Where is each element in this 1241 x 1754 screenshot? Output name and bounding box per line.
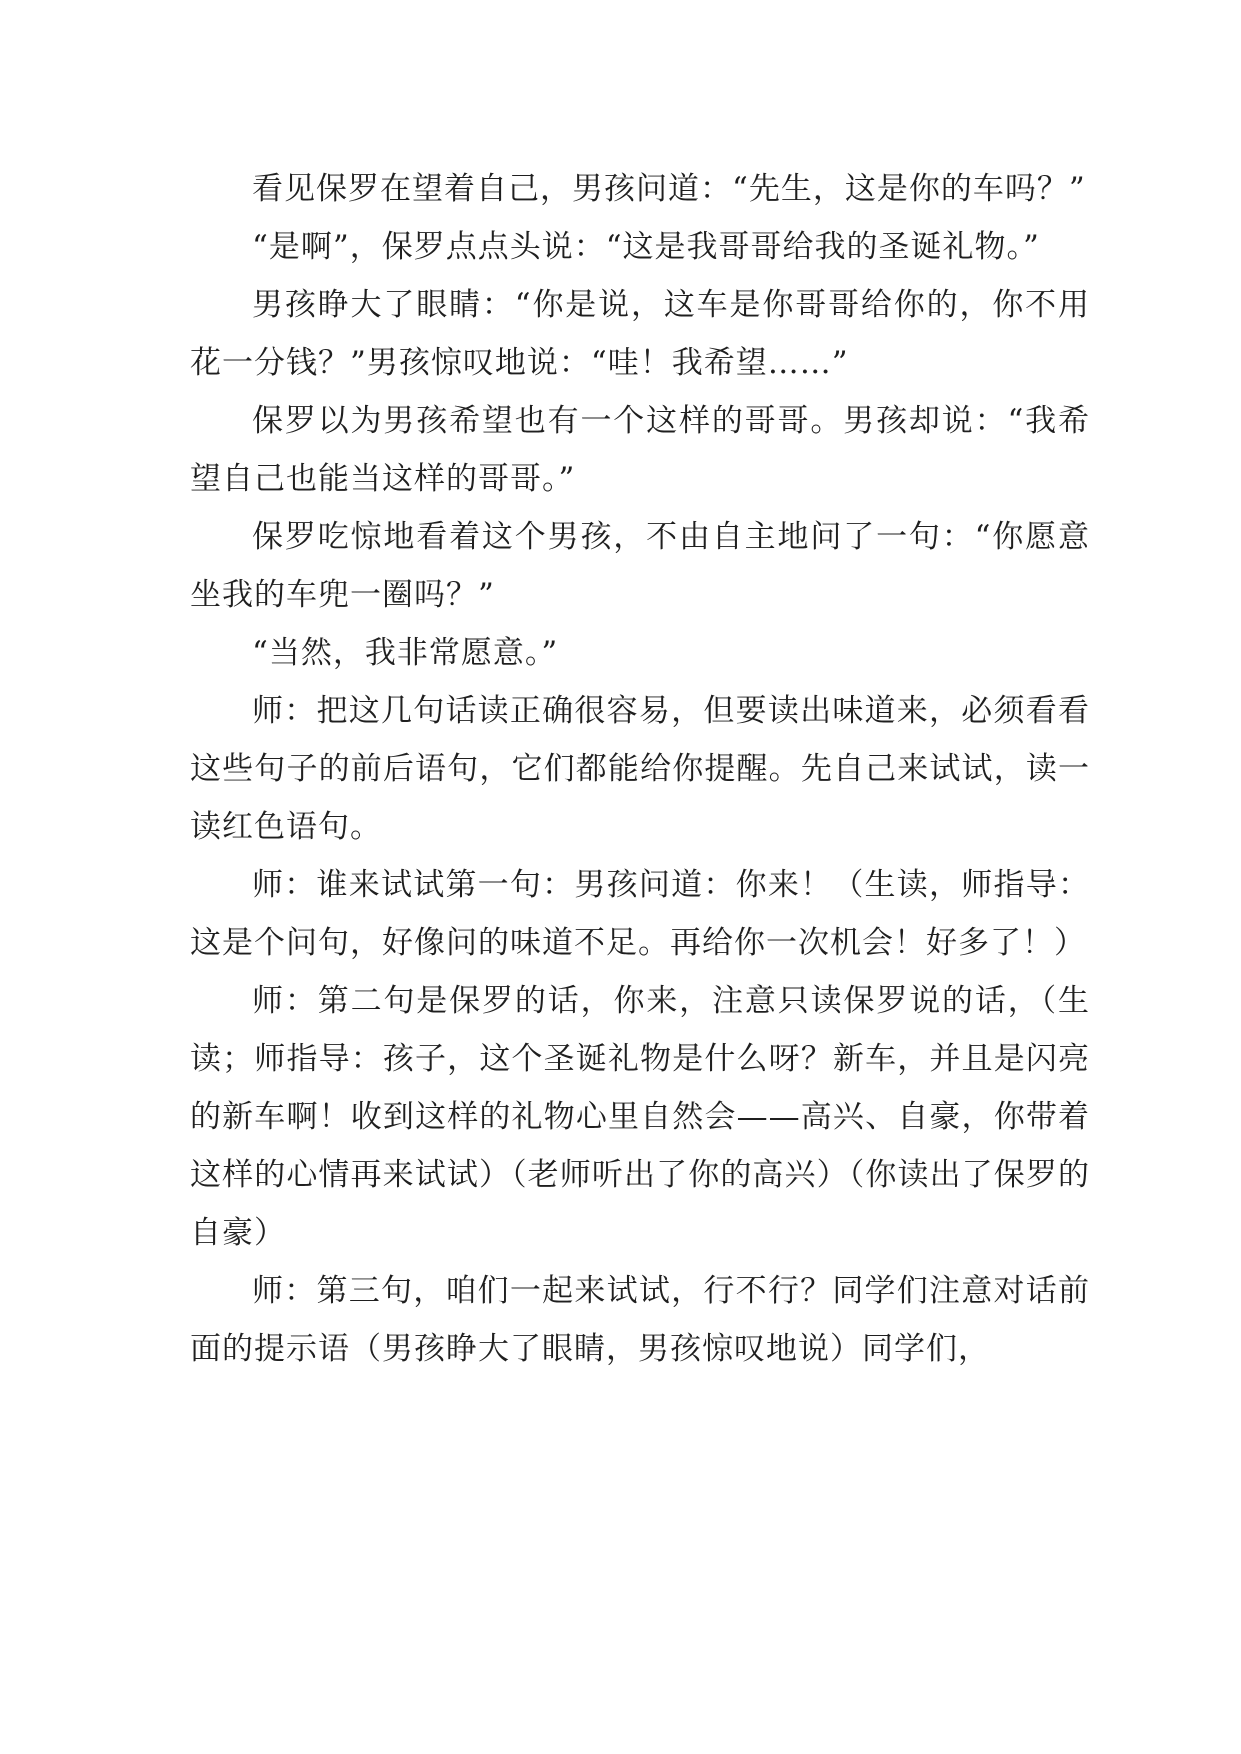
document-body: [190, 160, 1090, 1378]
paragraph-1: 看见保罗在望着自己，男孩问道：“先生，这是你的车吗？”: [252, 171, 1086, 207]
paragraph-3: 男孩睁大了眼睛：“你是说，这车是你哥哥给你的，你不用花一分钱？”男孩惊叹地说：“哇！我希望……”: [190, 287, 1090, 381]
paragraph-8: 师：谁来试试第一句：男孩问道：你来！（生读，师指导：这是个问句，好像问的味道不足。再给你一次机会！好多了！）: [190, 867, 1090, 961]
paragraph-7: 师：把这几句话读正确很容易，但要读出味道来，必须看看这些句子的前后语句，它们都能给你提醒。先自己来试试，读一读红色语句。: [190, 693, 1090, 845]
paragraph-2: “是啊”，保罗点点头说：“这是我哥哥给我的圣诞礼物。”: [252, 229, 1040, 265]
paragraph-5: 保罗吃惊地看着这个男孩，不由自主地问了一句：“你愿意坐我的车兜一圈吗？”: [190, 519, 1090, 613]
paragraph-9: 师：第二句是保罗的话，你来，注意只读保罗说的话，（生读；师指导：孩子，这个圣诞礼物是什么呀？新车，并且是闪亮的新车啊！收到这样的礼物心里自然会——高兴、自豪，你带着这样的心情再来试试）（老师听出了你的高兴）（你读出了保罗的自豪）: [190, 983, 1090, 1251]
paragraph-6: “当然，我非常愿意。”: [252, 635, 559, 671]
paragraph-10: 师：第三句，咱们一起来试试，行不行？同学们注意对话前面的提示语（男孩睁大了眼睛，男孩惊叹地说）同学们，: [190, 1273, 1090, 1367]
paragraph-4: 保罗以为男孩希望也有一个这样的哥哥。男孩却说：“我希望自己也能当这样的哥哥。”: [190, 403, 1090, 497]
